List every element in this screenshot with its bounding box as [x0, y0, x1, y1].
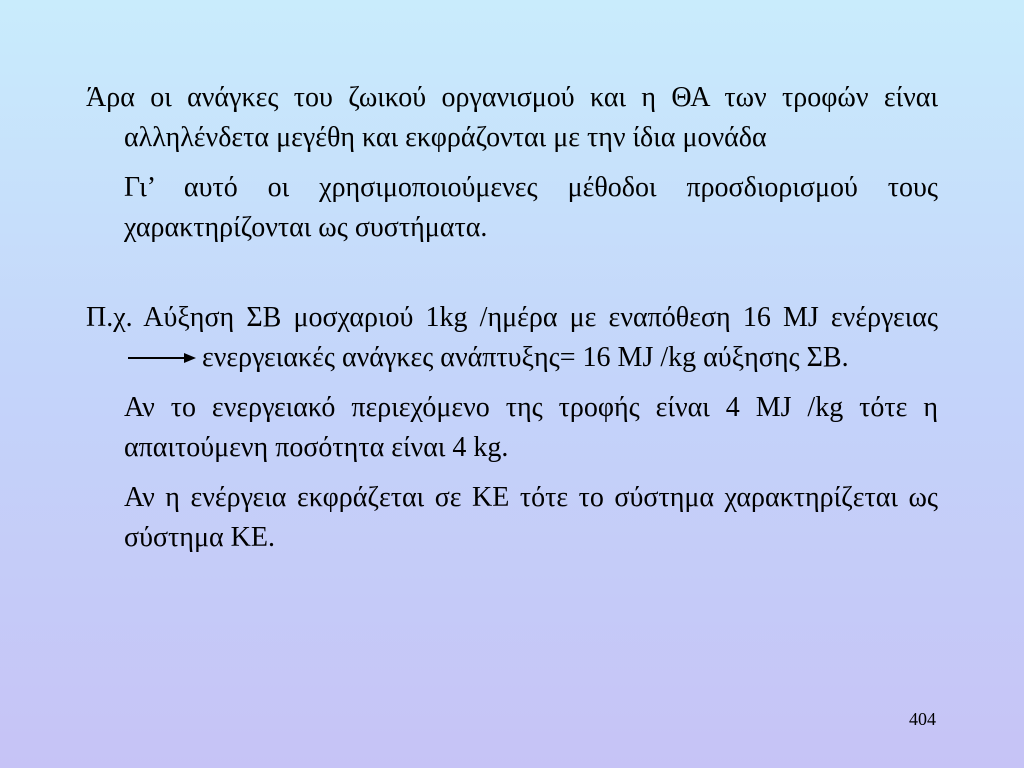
paragraph-needs-and-energy-value: Άρα οι ανάγκες του ζωικού οργανισμού και η ΘΑ των τροφών είναι αλληλένδετα μεγέθη και εκφράζονται με την ίδια μονάδα [86, 82, 938, 153]
example-text-after-arrow: ενεργειακές ανάγκες ανάπτυξης= 16 MJ /kg αύξησης ΣΒ. [202, 342, 849, 373]
page-number: 404 [909, 709, 936, 729]
paragraph-systems: Γι’ αυτό οι χρησιμοποιούμενες μέθοδοι προσδιορισμού τους χαρακτηρίζονται ως συστήματα. [124, 172, 938, 243]
right-arrow-icon [128, 351, 196, 365]
example-text-before-arrow: Π.χ. Αύξηση ΣΒ μοσχαριού 1kg /ημέρα με εναπόθεση 16 MJ ενέργειας [86, 302, 938, 333]
paragraph-ke-system: Αν η ενέργεια εκφράζεται σε ΚΕ τότε το σύστημα χαρακτηρίζεται ως σύστημα ΚΕ. [124, 482, 938, 553]
paragraph-example [86, 298, 938, 378]
paragraph-feed-energy-content: Αν το ενεργειακό περιεχόμενο της τροφής είναι 4 MJ /kg τότε η απαιτούμενη ποσότητα είναι 4 kg. [124, 392, 938, 463]
slide-content [86, 78, 938, 558]
